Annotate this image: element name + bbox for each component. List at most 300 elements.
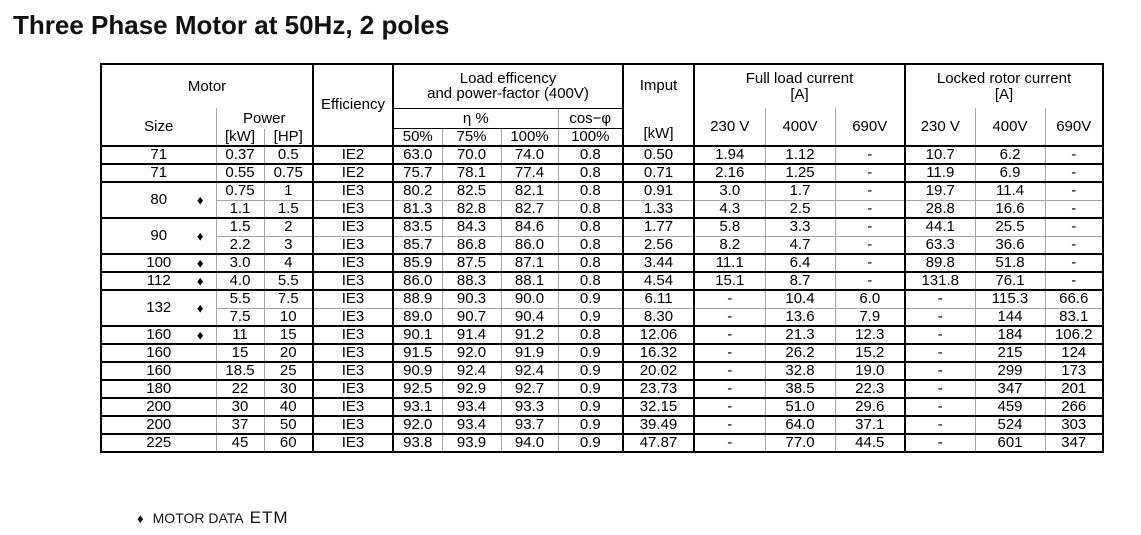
cell-cos-phi-100: 0.8 (558, 164, 623, 182)
motor-size-value: 90 (150, 227, 168, 245)
motor-size-value: 100 (146, 254, 172, 272)
cell-motor-size (101, 380, 216, 398)
cell-power-hp: 20 (264, 344, 313, 362)
cell-flc-230v: - (694, 362, 765, 380)
cell-flc-400v: 21.3 (765, 326, 835, 344)
cell-eta-100: 86.0 (501, 236, 558, 254)
cell-power-kw: 3.0 (216, 254, 264, 272)
cell-flc-690v: - (835, 236, 905, 254)
cell-flc-230v: 8.2 (694, 236, 765, 254)
cell-lrc-230v: 11.9 (905, 164, 975, 182)
cell-eta-100: 93.7 (501, 416, 558, 434)
cell-lrc-230v: 19.7 (905, 182, 975, 200)
table-row (101, 326, 1103, 344)
cell-lrc-690v: - (1045, 164, 1103, 182)
diamond-icon: ♦ (137, 511, 144, 526)
cell-eta-75: 88.3 (442, 272, 501, 290)
motor-size-value: 200 (146, 416, 172, 434)
cell-motor-size (101, 434, 216, 452)
cell-lrc-230v: - (905, 326, 975, 344)
cell-power-kw: 30 (216, 398, 264, 416)
cell-input-kw: 39.49 (623, 416, 694, 434)
cell-power-kw: 1.5 (216, 218, 264, 236)
cell-flc-690v: - (835, 218, 905, 236)
header-motor-group: Motor (101, 64, 313, 108)
cell-flc-400v: 2.5 (765, 200, 835, 218)
cell-flc-400v: 1.7 (765, 182, 835, 200)
header-load-efficiency-group (393, 64, 623, 108)
cell-flc-230v: - (694, 344, 765, 362)
cell-efficiency-class: IE3 (313, 434, 393, 452)
header-cos-100: 100% (558, 129, 623, 146)
cell-eta-50: 90.1 (393, 326, 442, 344)
cell-eta-50: 81.3 (393, 200, 442, 218)
cell-eta-100: 82.7 (501, 200, 558, 218)
cell-lrc-400v: 184 (975, 326, 1045, 344)
header-size: Size (101, 108, 216, 146)
cell-flc-690v: 15.2 (835, 344, 905, 362)
header-load-efficiency-line1: Load efficency (459, 69, 557, 87)
cell-flc-230v: - (694, 290, 765, 308)
motor-size-value: 71 (150, 164, 168, 182)
footnote-brand: ETM (249, 508, 289, 527)
cell-lrc-690v: - (1045, 272, 1103, 290)
cell-motor-size (101, 146, 216, 164)
header-flc-230v: 230 V (694, 108, 765, 146)
motor-size-value: 160 (146, 344, 172, 362)
cell-lrc-400v: 115.3 (975, 290, 1045, 308)
cell-efficiency-class: IE3 (313, 308, 393, 326)
cell-flc-230v: 4.3 (694, 200, 765, 218)
header-lrc-title: Locked rotor current (936, 69, 1072, 87)
cell-eta-50: 75.7 (393, 164, 442, 182)
cell-flc-230v: 15.1 (694, 272, 765, 290)
cell-power-kw: 4.0 (216, 272, 264, 290)
cell-lrc-400v: 6.2 (975, 146, 1045, 164)
cell-motor-size (101, 362, 216, 380)
header-lrc-unit: [A] (994, 85, 1014, 103)
cell-eta-100: 91.2 (501, 326, 558, 344)
cell-cos-phi-100: 0.8 (558, 182, 623, 200)
header-flc-unit: [A] (790, 85, 809, 103)
cell-power-kw: 0.55 (216, 164, 264, 182)
cell-motor-size (101, 416, 216, 434)
cell-lrc-690v: 173 (1045, 362, 1103, 380)
cell-power-kw: 0.75 (216, 182, 264, 200)
cell-flc-690v: 22.3 (835, 380, 905, 398)
cell-lrc-690v: - (1045, 182, 1103, 200)
cell-eta-50: 63.0 (393, 146, 442, 164)
cell-power-hp: 0.5 (264, 146, 313, 164)
cell-lrc-690v: 201 (1045, 380, 1103, 398)
cell-eta-100: 94.0 (501, 434, 558, 452)
header-full-load-current-group (694, 64, 905, 108)
cell-efficiency-class: IE3 (313, 254, 393, 272)
table-row (101, 398, 1103, 416)
motor-size-value: 160 (146, 362, 172, 380)
cell-eta-75: 91.4 (442, 326, 501, 344)
cell-flc-230v: - (694, 326, 765, 344)
cell-lrc-400v: 51.8 (975, 254, 1045, 272)
cell-flc-230v: 11.1 (694, 254, 765, 272)
cell-cos-phi-100: 0.9 (558, 398, 623, 416)
cell-flc-230v: - (694, 398, 765, 416)
cell-cos-phi-100: 0.8 (558, 236, 623, 254)
cell-eta-75: 82.5 (442, 182, 501, 200)
cell-eta-75: 87.5 (442, 254, 501, 272)
cell-flc-400v: 13.6 (765, 308, 835, 326)
cell-lrc-400v: 144 (975, 308, 1045, 326)
cell-power-hp: 1 (264, 182, 313, 200)
cell-lrc-230v: - (905, 344, 975, 362)
cell-lrc-230v: 89.8 (905, 254, 975, 272)
cell-lrc-230v: 28.8 (905, 200, 975, 218)
footnote-text: MOTOR DATA (152, 510, 244, 526)
cell-flc-230v: - (694, 308, 765, 326)
cell-eta-100: 84.6 (501, 218, 558, 236)
cell-eta-100: 74.0 (501, 146, 558, 164)
motor-data-etm-diamond-icon: ♦ (196, 255, 204, 271)
cell-input-kw: 20.02 (623, 362, 694, 380)
cell-input-kw: 12.06 (623, 326, 694, 344)
cell-input-kw: 32.15 (623, 398, 694, 416)
cell-flc-400v: 38.5 (765, 380, 835, 398)
cell-motor-size (101, 398, 216, 416)
cell-eta-75: 78.1 (442, 164, 501, 182)
motor-table-container (100, 63, 1104, 453)
cell-flc-690v: 19.0 (835, 362, 905, 380)
cell-eta-100: 92.7 (501, 380, 558, 398)
cell-lrc-400v: 215 (975, 344, 1045, 362)
cell-eta-50: 89.0 (393, 308, 442, 326)
cell-flc-690v: 29.6 (835, 398, 905, 416)
cell-eta-75: 93.4 (442, 398, 501, 416)
header-input-unit: [kW] (643, 125, 674, 143)
cell-cos-phi-100: 0.8 (558, 200, 623, 218)
cell-flc-400v: 77.0 (765, 434, 835, 452)
cell-efficiency-class: IE3 (313, 362, 393, 380)
cell-cos-phi-100: 0.9 (558, 434, 623, 452)
cell-flc-690v: 12.3 (835, 326, 905, 344)
cell-lrc-400v: 11.4 (975, 182, 1045, 200)
cell-flc-690v: 44.5 (835, 434, 905, 452)
table-row (101, 344, 1103, 362)
cell-flc-230v: 5.8 (694, 218, 765, 236)
table-row (101, 200, 1103, 218)
table-row (101, 416, 1103, 434)
cell-efficiency-class: IE3 (313, 272, 393, 290)
cell-eta-100: 77.4 (501, 164, 558, 182)
cell-flc-230v: 1.94 (694, 146, 765, 164)
table-row (101, 182, 1103, 200)
cell-flc-400v: 51.0 (765, 398, 835, 416)
cell-cos-phi-100: 0.8 (558, 326, 623, 344)
cell-power-hp: 0.75 (264, 164, 313, 182)
motor-size-value: 180 (146, 380, 172, 398)
cell-eta-100: 87.1 (501, 254, 558, 272)
cell-power-hp: 7.5 (264, 290, 313, 308)
cell-lrc-690v: - (1045, 254, 1103, 272)
cell-power-hp: 25 (264, 362, 313, 380)
cell-lrc-400v: 459 (975, 398, 1045, 416)
cell-eta-75: 84.3 (442, 218, 501, 236)
cell-lrc-400v: 601 (975, 434, 1045, 452)
header-flc-title: Full load current (745, 69, 854, 87)
cell-lrc-230v: - (905, 362, 975, 380)
cell-efficiency-class: IE3 (313, 416, 393, 434)
cell-power-hp: 1.5 (264, 200, 313, 218)
motor-size-value: 112 (146, 272, 171, 290)
cell-motor-size (101, 290, 216, 326)
cell-lrc-230v: 44.1 (905, 218, 975, 236)
cell-lrc-690v: 303 (1045, 416, 1103, 434)
cell-cos-phi-100: 0.8 (558, 218, 623, 236)
cell-input-kw: 16.32 (623, 344, 694, 362)
cell-input-kw: 3.44 (623, 254, 694, 272)
cell-lrc-400v: 76.1 (975, 272, 1045, 290)
motor-size-value: 225 (146, 434, 172, 452)
cell-eta-50: 93.8 (393, 434, 442, 452)
cell-lrc-400v: 299 (975, 362, 1045, 380)
cell-lrc-690v: - (1045, 236, 1103, 254)
cell-power-kw: 2.2 (216, 236, 264, 254)
cell-eta-100: 90.0 (501, 290, 558, 308)
cell-efficiency-class: IE3 (313, 290, 393, 308)
cell-flc-400v: 6.4 (765, 254, 835, 272)
table-row (101, 380, 1103, 398)
cell-eta-50: 90.9 (393, 362, 442, 380)
header-input-kw (623, 64, 694, 146)
cell-lrc-230v: - (905, 308, 975, 326)
cell-lrc-400v: 524 (975, 416, 1045, 434)
cell-power-kw: 1.1 (216, 200, 264, 218)
cell-power-hp: 15 (264, 326, 313, 344)
cell-flc-690v: - (835, 200, 905, 218)
cell-lrc-690v: 124 (1045, 344, 1103, 362)
cell-flc-400v: 3.3 (765, 218, 835, 236)
cell-motor-size (101, 182, 216, 218)
cell-input-kw: 1.77 (623, 218, 694, 236)
table-row (101, 254, 1103, 272)
cell-power-kw: 7.5 (216, 308, 264, 326)
cell-lrc-690v: - (1045, 146, 1103, 164)
motor-data-etm-diamond-icon: ♦ (196, 192, 204, 208)
cell-eta-100: 92.4 (501, 362, 558, 380)
cell-eta-50: 85.7 (393, 236, 442, 254)
cell-input-kw: 23.73 (623, 380, 694, 398)
table-header (101, 64, 1103, 146)
cell-lrc-230v: - (905, 398, 975, 416)
cell-eta-75: 86.8 (442, 236, 501, 254)
cell-input-kw: 2.56 (623, 236, 694, 254)
cell-efficiency-class: IE3 (313, 344, 393, 362)
header-row-1 (101, 64, 1103, 108)
cell-input-kw: 0.71 (623, 164, 694, 182)
cell-flc-400v: 4.7 (765, 236, 835, 254)
cell-power-hp: 10 (264, 308, 313, 326)
cell-flc-230v: - (694, 416, 765, 434)
cell-flc-230v: - (694, 434, 765, 452)
cell-eta-100: 93.3 (501, 398, 558, 416)
cell-efficiency-class: IE3 (313, 236, 393, 254)
cell-eta-50: 86.0 (393, 272, 442, 290)
cell-motor-size (101, 326, 216, 344)
cell-motor-size (101, 254, 216, 272)
cell-input-kw: 4.54 (623, 272, 694, 290)
motor-data-etm-diamond-icon: ♦ (196, 228, 204, 244)
header-eta-100: 100% (501, 129, 558, 146)
cell-motor-size (101, 164, 216, 182)
cell-efficiency-class: IE3 (313, 326, 393, 344)
table-row (101, 290, 1103, 308)
cell-lrc-400v: 16.6 (975, 200, 1045, 218)
cell-flc-690v: - (835, 272, 905, 290)
cell-flc-400v: 1.25 (765, 164, 835, 182)
cell-power-hp: 50 (264, 416, 313, 434)
cell-power-kw: 22 (216, 380, 264, 398)
cell-power-kw: 15 (216, 344, 264, 362)
table-row (101, 236, 1103, 254)
cell-eta-75: 92.0 (442, 344, 501, 362)
cell-lrc-230v: 131.8 (905, 272, 975, 290)
cell-input-kw: 8.30 (623, 308, 694, 326)
cell-flc-400v: 10.4 (765, 290, 835, 308)
cell-efficiency-class: IE3 (313, 182, 393, 200)
cell-eta-50: 85.9 (393, 254, 442, 272)
cell-efficiency-class: IE2 (313, 146, 393, 164)
cell-flc-690v: 37.1 (835, 416, 905, 434)
header-efficiency: Efficiency (313, 64, 393, 146)
cell-lrc-400v: 36.6 (975, 236, 1045, 254)
cell-lrc-690v: - (1045, 200, 1103, 218)
motor-size-value: 80 (150, 191, 168, 209)
cell-eta-75: 93.9 (442, 434, 501, 452)
cell-lrc-400v: 25.5 (975, 218, 1045, 236)
cell-motor-size (101, 272, 216, 290)
cell-motor-size (101, 344, 216, 362)
cell-cos-phi-100: 0.9 (558, 380, 623, 398)
cell-flc-400v: 1.12 (765, 146, 835, 164)
cell-power-hp: 4 (264, 254, 313, 272)
cell-eta-50: 80.2 (393, 182, 442, 200)
cell-motor-size (101, 218, 216, 254)
cell-eta-100: 91.9 (501, 344, 558, 362)
cell-lrc-690v: 266 (1045, 398, 1103, 416)
cell-lrc-690v: 106.2 (1045, 326, 1103, 344)
cell-cos-phi-100: 0.9 (558, 416, 623, 434)
cell-input-kw: 0.91 (623, 182, 694, 200)
header-lrc-400v: 400V (975, 108, 1045, 146)
cell-flc-690v: 7.9 (835, 308, 905, 326)
cell-power-hp: 30 (264, 380, 313, 398)
cell-efficiency-class: IE3 (313, 218, 393, 236)
cell-flc-400v: 32.8 (765, 362, 835, 380)
cell-lrc-690v: 347 (1045, 434, 1103, 452)
cell-input-kw: 6.11 (623, 290, 694, 308)
cell-power-kw: 45 (216, 434, 264, 452)
cell-flc-690v: - (835, 146, 905, 164)
motor-data-etm-diamond-icon: ♦ (196, 327, 204, 343)
cell-efficiency-class: IE3 (313, 398, 393, 416)
cell-lrc-230v: - (905, 434, 975, 452)
cell-input-kw: 47.87 (623, 434, 694, 452)
cell-power-kw: 37 (216, 416, 264, 434)
motor-size-value: 132 (146, 299, 172, 317)
cell-power-kw: 11 (216, 326, 264, 344)
cell-power-hp: 5.5 (264, 272, 313, 290)
cell-power-kw: 18.5 (216, 362, 264, 380)
table-row (101, 218, 1103, 236)
cell-lrc-230v: 10.7 (905, 146, 975, 164)
cell-cos-phi-100: 0.8 (558, 146, 623, 164)
header-eta-percent: η % (393, 108, 558, 129)
footnote (137, 508, 289, 528)
header-locked-rotor-current-group (905, 64, 1103, 108)
cell-eta-50: 91.5 (393, 344, 442, 362)
cell-power-kw: 0.37 (216, 146, 264, 164)
cell-power-hp: 60 (264, 434, 313, 452)
cell-eta-100: 88.1 (501, 272, 558, 290)
cell-lrc-690v: - (1045, 218, 1103, 236)
cell-flc-400v: 8.7 (765, 272, 835, 290)
cell-eta-75: 92.4 (442, 362, 501, 380)
cell-power-hp: 40 (264, 398, 313, 416)
cell-lrc-400v: 347 (975, 380, 1045, 398)
cell-flc-230v: - (694, 380, 765, 398)
cell-flc-690v: - (835, 182, 905, 200)
cell-power-hp: 3 (264, 236, 313, 254)
cell-eta-75: 70.0 (442, 146, 501, 164)
cell-eta-50: 83.5 (393, 218, 442, 236)
cell-eta-75: 82.8 (442, 200, 501, 218)
header-input-label: Imput (639, 77, 678, 94)
cell-flc-690v: - (835, 164, 905, 182)
cell-efficiency-class: IE3 (313, 200, 393, 218)
cell-flc-690v: 6.0 (835, 290, 905, 308)
cell-cos-phi-100: 0.9 (558, 344, 623, 362)
motor-size-value: 160 (146, 326, 172, 344)
cell-eta-50: 92.0 (393, 416, 442, 434)
header-flc-400v: 400V (765, 108, 835, 146)
motor-table-body (101, 146, 1103, 452)
cell-eta-100: 82.1 (501, 182, 558, 200)
cell-eta-50: 88.9 (393, 290, 442, 308)
cell-cos-phi-100: 0.9 (558, 308, 623, 326)
cell-efficiency-class: IE3 (313, 380, 393, 398)
cell-cos-phi-100: 0.9 (558, 290, 623, 308)
header-power-kw: [kW] (216, 129, 264, 146)
cell-eta-100: 90.4 (501, 308, 558, 326)
cell-input-kw: 1.33 (623, 200, 694, 218)
header-lrc-690v: 690V (1045, 108, 1103, 146)
table-row (101, 146, 1103, 164)
table-row (101, 362, 1103, 380)
cell-power-kw: 5.5 (216, 290, 264, 308)
header-row-2 (101, 108, 1103, 129)
motor-data-etm-diamond-icon: ♦ (196, 300, 204, 316)
header-power-group: Power (216, 108, 313, 129)
cell-lrc-230v: - (905, 416, 975, 434)
header-load-efficiency-line2: and power-factor (400V) (427, 85, 589, 103)
header-flc-690v: 690V (835, 108, 905, 146)
cell-eta-50: 93.1 (393, 398, 442, 416)
table-row (101, 308, 1103, 326)
cell-power-hp: 2 (264, 218, 313, 236)
cell-flc-690v: - (835, 254, 905, 272)
motor-data-table (100, 63, 1104, 453)
cell-cos-phi-100: 0.9 (558, 362, 623, 380)
page-title: Three Phase Motor at 50Hz, 2 poles (13, 10, 450, 40)
